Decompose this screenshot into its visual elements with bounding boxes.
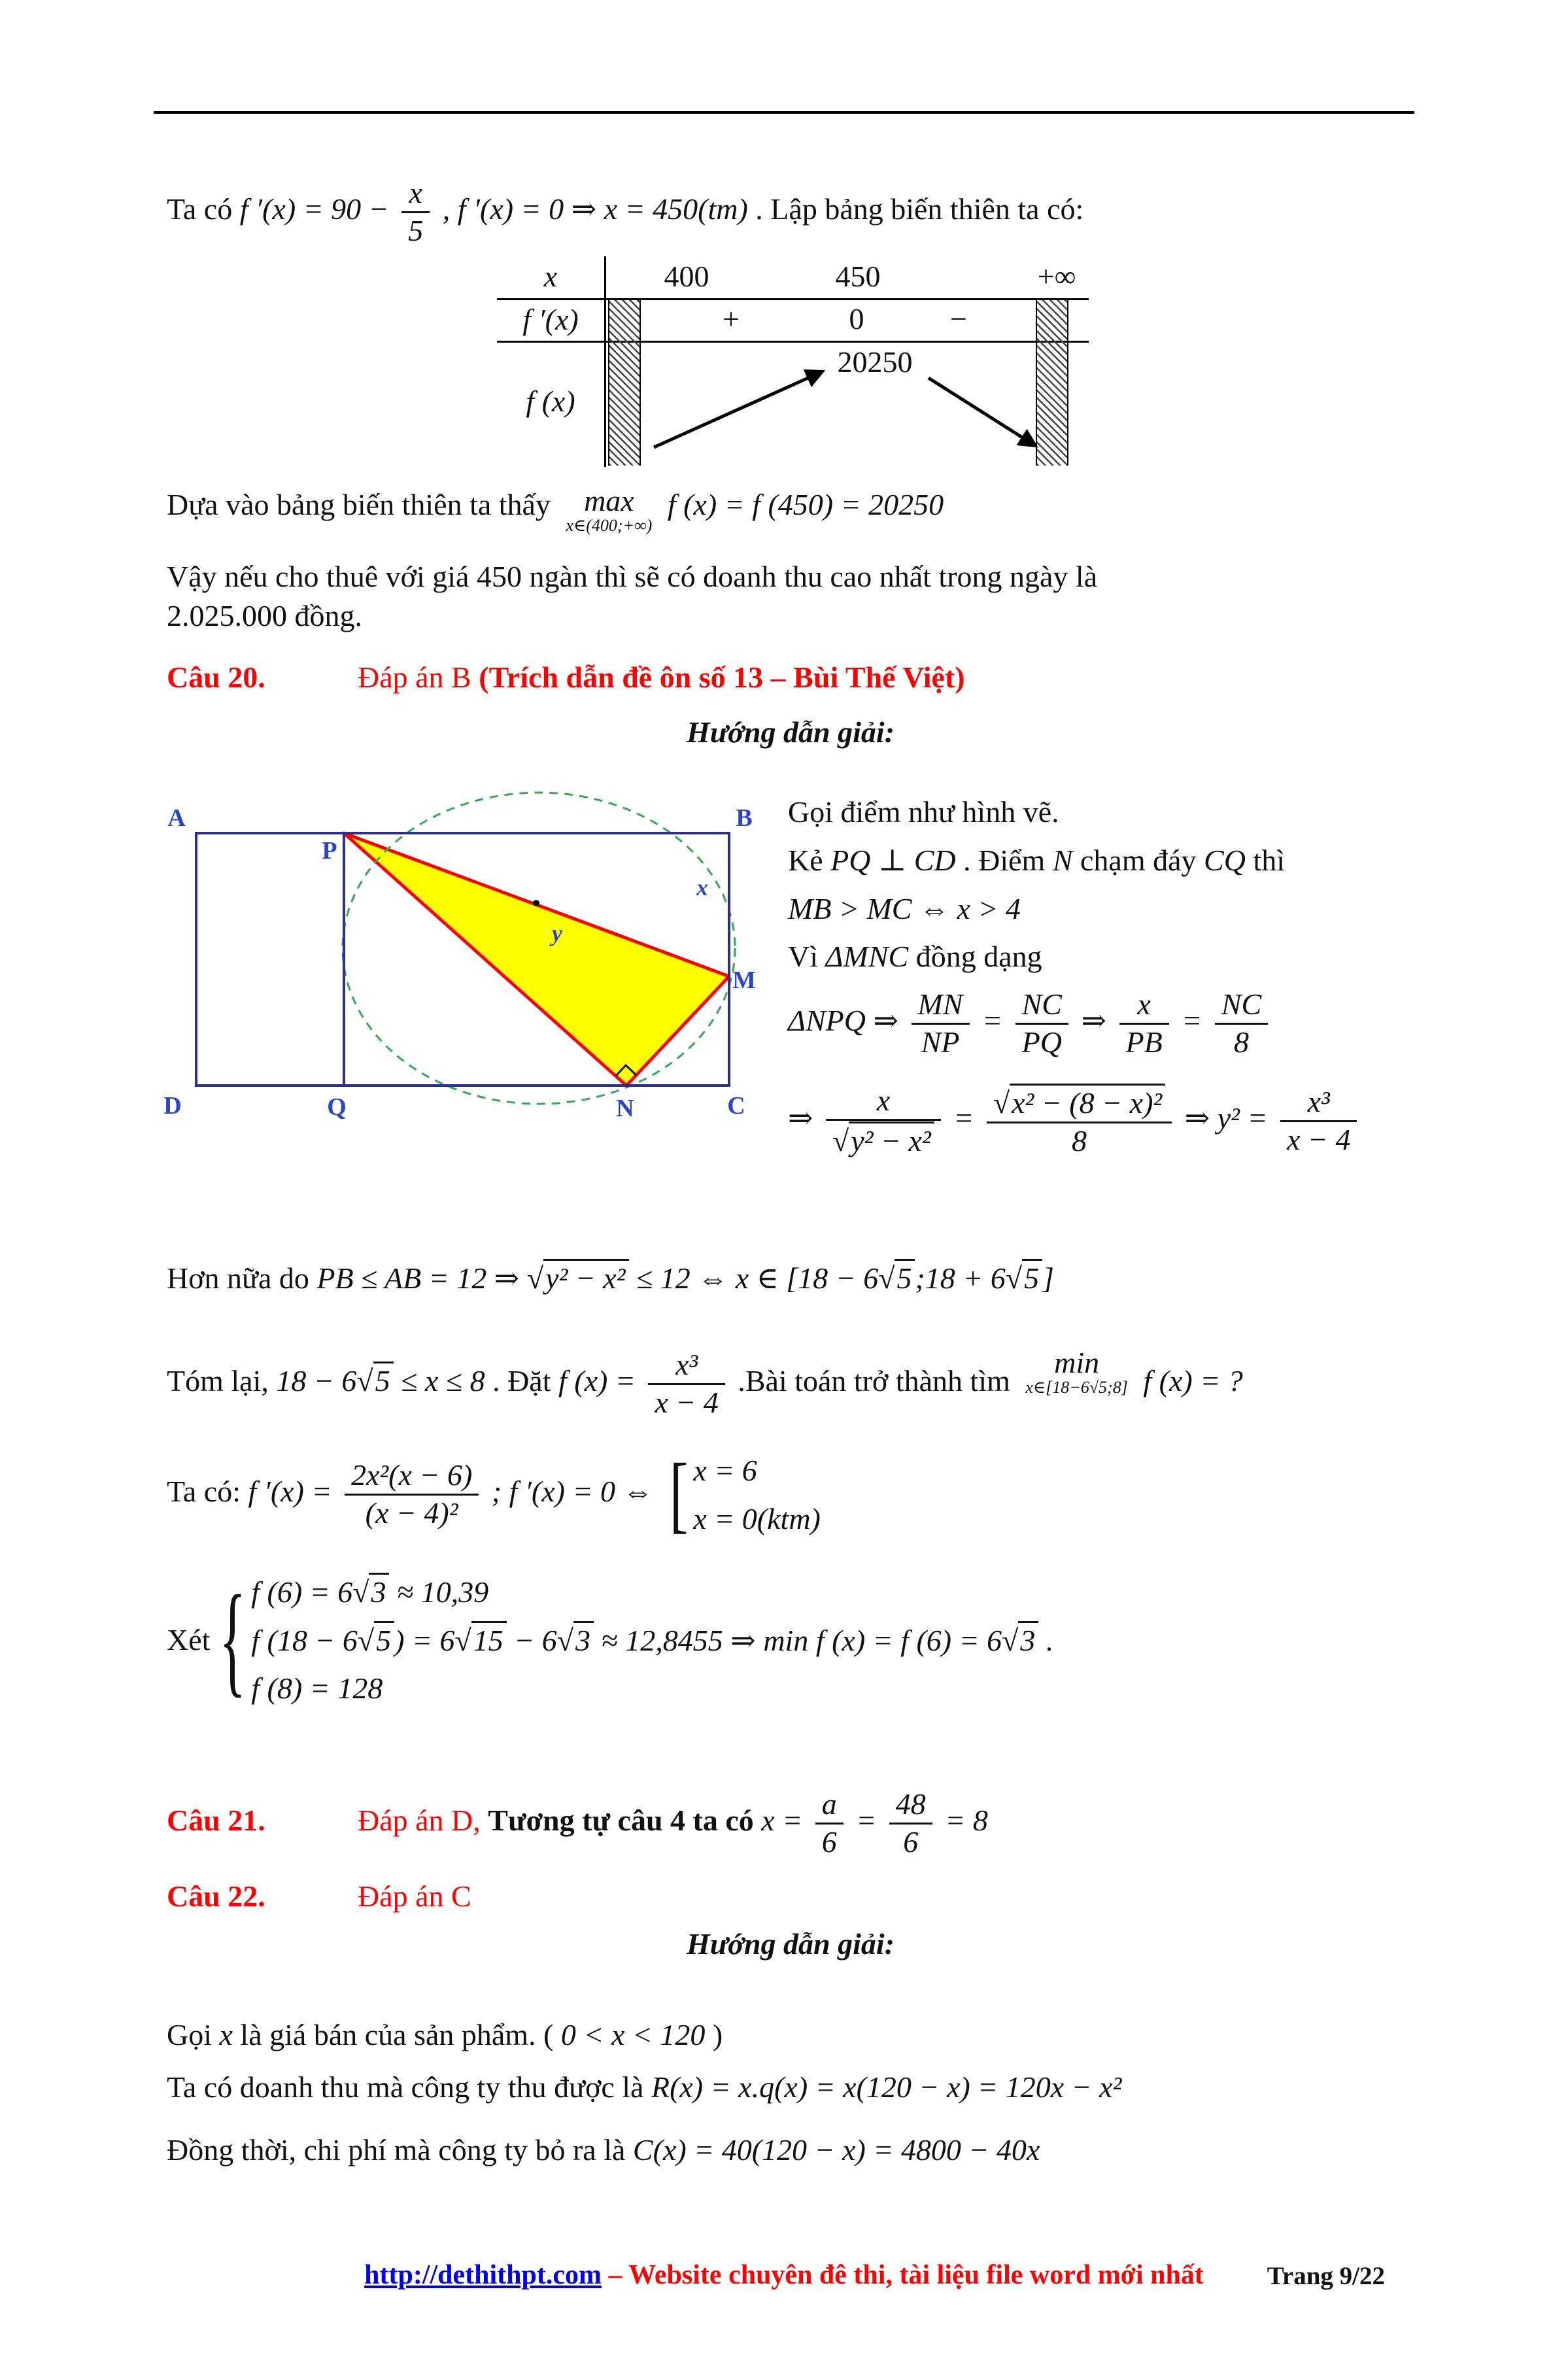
fraction <box>815 1787 844 1860</box>
denominator: PB <box>1119 1023 1169 1061</box>
text-line <box>788 841 1533 880</box>
figure-explanation <box>788 793 1533 1169</box>
label-A: A <box>167 804 186 832</box>
radicand: 15 <box>471 1621 507 1658</box>
square-root <box>1002 1617 1038 1665</box>
text-line: 2.025.000 đồng. <box>167 598 362 632</box>
numerator <box>987 1083 1172 1122</box>
text-run: chạm đáy <box>1072 843 1204 877</box>
table-header-x: x <box>543 260 558 294</box>
tick-dot <box>533 900 539 906</box>
math-run: ) = 6 <box>394 1623 455 1657</box>
math-run: f (18 − 6 <box>251 1623 358 1657</box>
solution-heading: Hướng dẫn giải: <box>686 715 895 749</box>
derived-equation <box>788 1083 1533 1159</box>
evaluation-system <box>167 1568 1053 1713</box>
text-run: Xét <box>167 1623 211 1657</box>
label-P: P <box>322 837 337 865</box>
denominator: NP <box>912 1023 970 1061</box>
math-run: ΔMNC <box>825 940 909 974</box>
fraction <box>987 1083 1172 1159</box>
fraction <box>1215 987 1268 1061</box>
square-root <box>993 1084 1165 1121</box>
square-root <box>557 1617 594 1665</box>
footer-tagline: – Website chuyên đê thi, tài liệu file word mới nhất <box>602 2260 1204 2290</box>
text-run: . Đặt <box>485 1363 558 1397</box>
radicand: 3 <box>573 1621 594 1658</box>
evaluation-rows <box>251 1568 1053 1713</box>
paragraph-fprime <box>167 1447 1414 1543</box>
label-y: y <box>552 920 562 946</box>
variation-table <box>497 256 1089 467</box>
equals-sign: = <box>1247 1101 1268 1135</box>
denominator: 5 <box>401 211 430 249</box>
denominator: 6 <box>815 1823 844 1860</box>
math-run: f (6) = 6 <box>251 1575 353 1609</box>
question-20-heading <box>167 658 1414 697</box>
math-run: , f ′(x) = 0 ⇒ x = 450(tm) <box>442 192 748 226</box>
math-run: f (x) = ? <box>1143 1363 1243 1397</box>
math-run: . <box>1038 1623 1054 1657</box>
fraction <box>889 1787 932 1860</box>
math-run: ; f ′(x) = 0 ⇔ <box>491 1475 653 1509</box>
denominator: PQ <box>1015 1023 1068 1061</box>
math-run: x <box>219 2018 233 2051</box>
numerator: NC <box>1021 987 1062 1021</box>
paragraph-revenue <box>167 2068 1414 2107</box>
square-root <box>878 1259 915 1298</box>
math-run: ;18 + 6 <box>915 1261 1006 1295</box>
math-run: CQ <box>1204 843 1246 877</box>
text-run: Ta có <box>167 192 240 226</box>
math-run: ] <box>1042 1261 1054 1295</box>
solution-cases <box>660 1447 821 1543</box>
question-label: Câu 21. <box>167 1803 265 1837</box>
label-Q: Q <box>327 1093 347 1121</box>
text-run: Hơn nữa do <box>167 1261 317 1295</box>
math-run: C(x) = 40(120 − x) = 4800 − 40x <box>632 2133 1040 2167</box>
text-run: Kẻ <box>788 843 831 877</box>
paragraph-cost <box>167 2131 1414 2170</box>
radicand: y² − x² <box>543 1259 628 1296</box>
answer-text: Đáp án B <box>358 660 479 694</box>
text-run: .Bài toán trở thành tìm <box>738 1363 1010 1397</box>
numerator: x <box>409 176 422 209</box>
radicand: 5 <box>374 1621 394 1658</box>
increase-arrow <box>654 371 823 447</box>
text-line <box>788 937 1533 976</box>
math-run: f ′(x) = <box>248 1475 332 1509</box>
numerator: a <box>821 1787 837 1821</box>
website-link[interactable]: http://dethithpt.com <box>364 2260 602 2290</box>
text-line: Vậy nếu cho thuê với giá 450 ngàn thì sẽ có doanh thu cao nhất trong ngày là <box>167 560 1098 593</box>
table-header-f: f (x) <box>526 385 575 419</box>
numerator: x <box>876 1083 891 1117</box>
radicand: 5 <box>373 1362 394 1399</box>
implies-sign: ⇒ <box>788 1101 813 1135</box>
radicand: 3 <box>369 1573 389 1610</box>
geometry-figure <box>144 788 758 1122</box>
denominator: 6 <box>889 1823 932 1860</box>
value-row-1 <box>251 1568 1053 1617</box>
label-M: M <box>732 967 756 994</box>
text-run: Vì <box>788 940 826 974</box>
square-root <box>358 1617 394 1665</box>
denominator: (x − 4)² <box>345 1494 479 1532</box>
numerator: x³ <box>1307 1084 1330 1118</box>
square-root <box>352 1568 389 1617</box>
value-row-2 <box>251 1617 1053 1665</box>
source-note: (Trích dẫn đề ôn số 13 – Bùi Thế Việt) <box>479 660 965 694</box>
fraction <box>826 1083 941 1159</box>
math-run: ΔNPQ ⇒ <box>788 1004 899 1038</box>
label-x: x <box>696 874 708 900</box>
denominator: x − 4 <box>648 1383 724 1421</box>
math-run: 0 < x < 120 <box>560 2018 706 2051</box>
math-run: = 8 <box>945 1803 988 1837</box>
question-21-heading <box>167 1787 1414 1860</box>
sign-plus: + <box>723 302 740 336</box>
decrease-arrow <box>929 378 1036 446</box>
brace: { <box>219 1570 247 1709</box>
math-run: PB ≤ AB = 12 ⇒ <box>316 1261 527 1295</box>
max-value: 20250 <box>837 345 913 379</box>
denominator: 8 <box>987 1122 1172 1159</box>
math-run: 18 − 6 <box>276 1363 357 1397</box>
min-operator <box>1025 1347 1128 1397</box>
implies-sign: ⇒ <box>1184 1101 1210 1135</box>
math-run: N <box>1052 843 1073 877</box>
math-run: ≤ 12 ⇔ x ∈ <box>628 1261 787 1295</box>
math-run: f (x) = <box>558 1363 636 1397</box>
fraction <box>1280 1084 1357 1158</box>
question-22-heading <box>167 1877 1414 1916</box>
text-run: đồng dạng <box>908 940 1042 974</box>
label-D: D <box>163 1092 182 1120</box>
numerator: 48 <box>895 1787 926 1821</box>
math-run: x = <box>761 1803 803 1837</box>
operator: min <box>1054 1346 1100 1379</box>
bracket: [ <box>670 1446 689 1542</box>
triangle-PMN <box>344 833 729 1086</box>
square-root <box>454 1617 506 1665</box>
operator-subscript: x∈[18−6√5;8] <box>1025 1378 1128 1397</box>
page-number: Trang 9/22 <box>1267 2262 1385 2290</box>
text-run: ) <box>705 2018 723 2051</box>
denominator: 8 <box>1215 1023 1268 1061</box>
fraction <box>912 987 970 1061</box>
denominator <box>826 1119 941 1159</box>
fraction <box>648 1347 724 1421</box>
math-run: y² <box>1217 1101 1240 1135</box>
label-B: B <box>736 804 753 832</box>
fraction <box>401 175 430 249</box>
value-row-3 <box>251 1664 1053 1713</box>
square-root <box>527 1259 629 1298</box>
square-root <box>1006 1259 1042 1298</box>
sign-zero: 0 <box>849 302 864 336</box>
text-line: Gọi điểm như hình vẽ. <box>788 795 1059 829</box>
question-label: Câu 22. <box>167 1879 265 1913</box>
answer-text: Đáp án C <box>358 1879 471 1913</box>
case-1: x = 6 <box>693 1454 757 1487</box>
label-C: C <box>727 1092 745 1120</box>
paragraph-summary <box>167 1347 1414 1421</box>
x-value-400: 400 <box>664 260 709 294</box>
fraction <box>345 1458 479 1532</box>
variation-arrows <box>497 256 1089 467</box>
answer-text: Đáp án D, <box>358 1803 488 1837</box>
text-run: Đồng thời, chi phí mà công ty bỏ ra là <box>167 2133 633 2167</box>
math-run: PQ ⊥ CD <box>830 843 956 877</box>
page-footer <box>154 2257 1414 2293</box>
top-divider <box>154 111 1414 114</box>
math-run: ≈ 10,39 <box>389 1575 489 1609</box>
sign-minus: − <box>950 302 967 336</box>
numerator: NC <box>1221 987 1262 1021</box>
operator: max <box>584 484 634 517</box>
equals-sign: = <box>953 1101 974 1135</box>
max-operator <box>566 485 652 536</box>
equals-sign: = <box>982 1004 1003 1038</box>
paragraph-conclusion <box>167 557 1414 636</box>
implies-sign: ⇒ <box>1081 1004 1107 1038</box>
text-run: . Lập bảng biến thiên ta có: <box>755 192 1084 226</box>
numerator: MN <box>917 987 963 1021</box>
math-line: MB > MC ⇔ x > 4 <box>788 891 1021 925</box>
denominator: x − 4 <box>1280 1120 1357 1158</box>
text-run: Gọi <box>167 2018 220 2051</box>
numerator: x³ <box>675 1348 698 1381</box>
text-run: . Điểm <box>955 843 1053 877</box>
square-root <box>832 1122 934 1159</box>
math-run: R(x) = x.q(x) = x(120 − x) = 120x − x² <box>651 2070 1122 2104</box>
text-run: Ta có: <box>167 1475 248 1509</box>
operator-subscript: x∈(400;+∞) <box>566 516 653 536</box>
equals-sign: = <box>856 1803 877 1837</box>
text-run: Tóm lại, <box>167 1363 277 1397</box>
math-run: − 6 <box>506 1623 557 1657</box>
math-run: ≈ 12,8455 ⇒ min f (x) = f (6) = 6 <box>594 1623 1002 1657</box>
text-run: Dựa vào bảng biến thiên ta thấy <box>167 488 551 521</box>
math-run: f (8) = 128 <box>251 1671 383 1705</box>
label-N: N <box>616 1095 634 1122</box>
question-label: Câu 20. <box>167 660 265 694</box>
numerator: x <box>1137 987 1151 1021</box>
x-value-infinity: +∞ <box>1037 260 1076 294</box>
equals-sign: = <box>1182 1004 1202 1038</box>
text-run: là giá bán của sản phẩm. ( <box>232 2018 561 2051</box>
x-value-450: 450 <box>835 260 881 294</box>
radicand: 5 <box>895 1259 915 1296</box>
case-2: x = 0(ktm) <box>693 1501 821 1535</box>
math-run: ≤ x ≤ 8 <box>393 1363 485 1397</box>
paragraph-evaluate <box>167 1568 1414 1713</box>
math-run: [18 − 6 <box>786 1261 879 1295</box>
table-header-fprime: f ′(x) <box>522 303 579 337</box>
paragraph-domain <box>167 1259 1414 1298</box>
solution-heading: Hướng dẫn giải: <box>686 1927 895 1961</box>
square-root <box>356 1362 393 1401</box>
similar-triangles-equation <box>788 987 1533 1061</box>
math-run: f (x) = f (450) = 20250 <box>667 488 944 521</box>
radicand: 5 <box>1022 1259 1042 1296</box>
case-rows <box>693 1447 821 1543</box>
math-run: f ′(x) = 90 − <box>239 192 389 226</box>
fraction <box>1119 987 1169 1061</box>
paragraph-define-x <box>167 2015 1414 2055</box>
text-run: thì <box>1245 843 1286 877</box>
paragraph-derivative <box>167 175 1414 249</box>
text-run: Tương tự câu 4 ta có <box>488 1803 762 1837</box>
text-run: Ta có doanh thu mà công ty thu được là <box>167 2070 651 2104</box>
paragraph-max-conclusion <box>167 485 1414 536</box>
radicand: 3 <box>1018 1621 1038 1658</box>
numerator: 2x²(x − 6) <box>350 1458 473 1492</box>
radicand: x² − (8 − x)² <box>1010 1084 1165 1121</box>
fraction <box>1015 987 1068 1061</box>
radicand: y² − x² <box>849 1122 934 1159</box>
